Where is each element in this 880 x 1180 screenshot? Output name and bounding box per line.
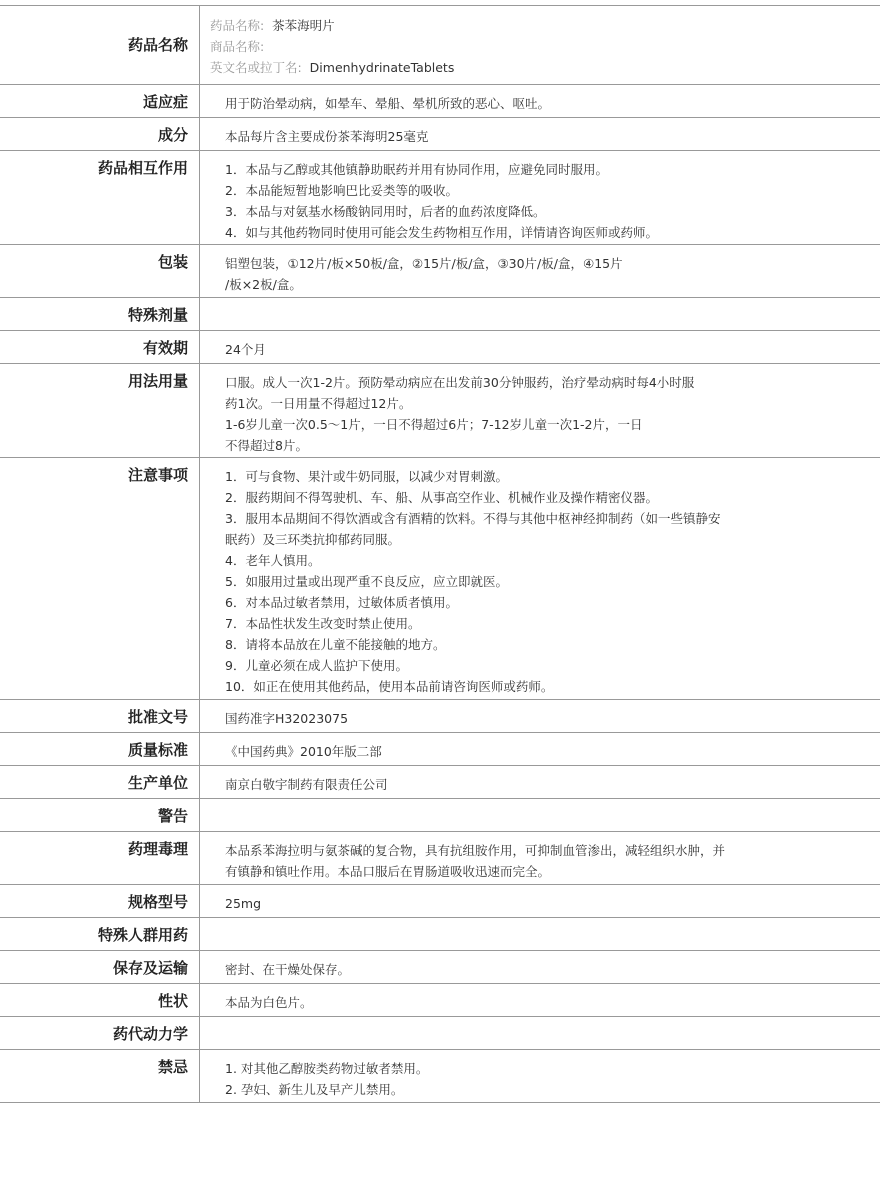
row-value (200, 85, 880, 117)
row-label: 批准文号 (0, 700, 200, 732)
row-label: 警告 (0, 799, 200, 831)
row-drug-name (0, 6, 880, 85)
text-line: 《中国药典》2010年版二部 (225, 744, 382, 759)
row-special-population (0, 918, 880, 951)
text-line: 用于防治晕动病，如晕车、晕船、晕机所致的恶心、呕吐。 (225, 96, 551, 111)
row-interactions (0, 151, 880, 245)
row-label: 用法用量 (0, 364, 200, 457)
text-line: 24个月 (225, 342, 266, 357)
row-value (200, 832, 880, 884)
row-label: 有效期 (0, 331, 200, 363)
row-label: 成分 (0, 118, 200, 150)
text-line: 5．如服用过量或出现严重不良反应，应立即就医。 (225, 574, 508, 589)
row-precautions (0, 458, 880, 700)
generic-name-label: 药品名称: (210, 18, 265, 33)
drug-info-table (0, 5, 880, 1103)
row-value (200, 364, 880, 457)
row-value (200, 1050, 880, 1102)
english-name-line (210, 57, 870, 78)
text-line: 1．可与食物、果汁或牛奶同服，以减少对胃刺激。 (225, 469, 508, 484)
row-value (200, 331, 880, 363)
row-value (200, 1017, 880, 1049)
row-value (200, 799, 880, 831)
row-value (200, 918, 880, 950)
text-line: 2．本品能短暂地影响巴比妥类等的吸收。 (225, 183, 458, 198)
generic-name-value: 茶苯海明片 (272, 18, 335, 33)
row-quality-standard (0, 733, 880, 766)
row-value (200, 118, 880, 150)
row-value (200, 298, 880, 330)
row-value (200, 766, 880, 798)
text-line: 3．服用本品期间不得饮酒或含有酒精的饮料。不得与其他中枢神经抑制药（如一些镇静安 (225, 511, 721, 526)
row-value (200, 951, 880, 983)
row-label: 包装 (0, 245, 200, 297)
text-line: 不得超过8片。 (225, 438, 308, 453)
text-line: 南京白敬宇制药有限责任公司 (225, 777, 388, 792)
row-label: 生产单位 (0, 766, 200, 798)
english-name-value: DimenhydrinateTablets (309, 60, 455, 75)
row-ingredients (0, 118, 880, 151)
row-label: 禁忌 (0, 1050, 200, 1102)
row-contraindications (0, 1050, 880, 1103)
row-label: 质量标准 (0, 733, 200, 765)
row-label: 注意事项 (0, 458, 200, 699)
trade-name-line (210, 36, 870, 57)
row-validity (0, 331, 880, 364)
text-line: 眠药）及三环类抗抑郁药同服。 (225, 532, 401, 547)
row-label: 药理毒理 (0, 832, 200, 884)
generic-name-line (210, 15, 870, 36)
row-value (200, 245, 880, 297)
text-line: 铝塑包装，①12片/板×50板/盒，②15片/板/盒，③30片/板/盒，④15片 (225, 256, 623, 271)
row-appearance (0, 984, 880, 1017)
text-line: 本品系苯海拉明与氨茶碱的复合物，具有抗组胺作用，可抑制血管渗出，减轻组织水肿，并 (225, 843, 726, 858)
text-line: 9．儿童必须在成人监护下使用。 (225, 658, 408, 673)
text-line: 口服。成人一次1-2片。预防晕动病应在出发前30分钟服药，治疗晕动病时每4小时服 (225, 375, 695, 390)
row-usage (0, 364, 880, 458)
row-storage (0, 951, 880, 984)
row-pharmacology (0, 832, 880, 885)
row-label: 适应症 (0, 85, 200, 117)
text-line: 本品为白色片。 (225, 995, 313, 1010)
english-name-label: 英文名或拉丁名: (210, 60, 302, 75)
text-line: 国药准字H32023075 (225, 711, 349, 726)
row-label: 药代动力学 (0, 1017, 200, 1049)
row-value (200, 733, 880, 765)
row-label: 特殊剂量 (0, 298, 200, 330)
row-value (200, 151, 880, 244)
row-warning (0, 799, 880, 832)
row-pharmacokinetics (0, 1017, 880, 1050)
row-manufacturer (0, 766, 880, 799)
row-indication (0, 85, 880, 118)
text-line: 6．对本品过敏者禁用，过敏体质者慎用。 (225, 595, 458, 610)
text-line: 1．本品与乙醇或其他镇静助眠药并用有协同作用，应避免同时服用。 (225, 162, 608, 177)
text-line: 2. 孕妇、新生儿及早产儿禁用。 (225, 1082, 404, 1097)
trade-name-label: 商品名称: (210, 39, 265, 54)
row-value (200, 700, 880, 732)
text-line: 4．老年人慎用。 (225, 553, 321, 568)
text-line: 2．服药期间不得驾驶机、车、船、从事高空作业、机械作业及操作精密仪器。 (225, 490, 658, 505)
text-line: 8．请将本品放在儿童不能接触的地方。 (225, 637, 446, 652)
row-label: 特殊人群用药 (0, 918, 200, 950)
text-line: 药1次。一日用量不得超过12片。 (225, 396, 412, 411)
row-approval-number (0, 700, 880, 733)
text-line: 1. 对其他乙醇胺类药物过敏者禁用。 (225, 1061, 429, 1076)
row-special-dosage (0, 298, 880, 331)
text-line: 10．如正在使用其他药品，使用本品前请咨询医师或药师。 (225, 679, 554, 694)
text-line: 3．本品与对氨基水杨酸钠同用时，后者的血药浓度降低。 (225, 204, 546, 219)
row-specification (0, 885, 880, 918)
row-value (200, 6, 880, 84)
text-line: 有镇静和镇吐作用。本品口服后在胃肠道吸收迅速而完全。 (225, 864, 551, 879)
row-label: 保存及运输 (0, 951, 200, 983)
row-label: 性状 (0, 984, 200, 1016)
row-value (200, 984, 880, 1016)
text-line: 7．本品性状发生改变时禁止使用。 (225, 616, 421, 631)
text-line: 25mg (225, 896, 262, 911)
row-label: 药品名称 (0, 6, 200, 84)
text-line: 4．如与其他药物同时使用可能会发生药物相互作用，详情请咨询医师或药师。 (225, 225, 658, 240)
row-label: 药品相互作用 (0, 151, 200, 244)
text-line: 1-6岁儿童一次0.5～1片，一日不得超过6片；7-12岁儿童一次1-2片，一日 (225, 417, 643, 432)
text-line: 密封、在干燥处保存。 (225, 962, 351, 977)
row-packaging (0, 245, 880, 298)
text-line: 本品每片含主要成份茶苯海明25毫克 (225, 129, 429, 144)
text-line: /板×2板/盒。 (225, 277, 302, 292)
row-value (200, 458, 880, 699)
row-value (200, 885, 880, 917)
row-label: 规格型号 (0, 885, 200, 917)
